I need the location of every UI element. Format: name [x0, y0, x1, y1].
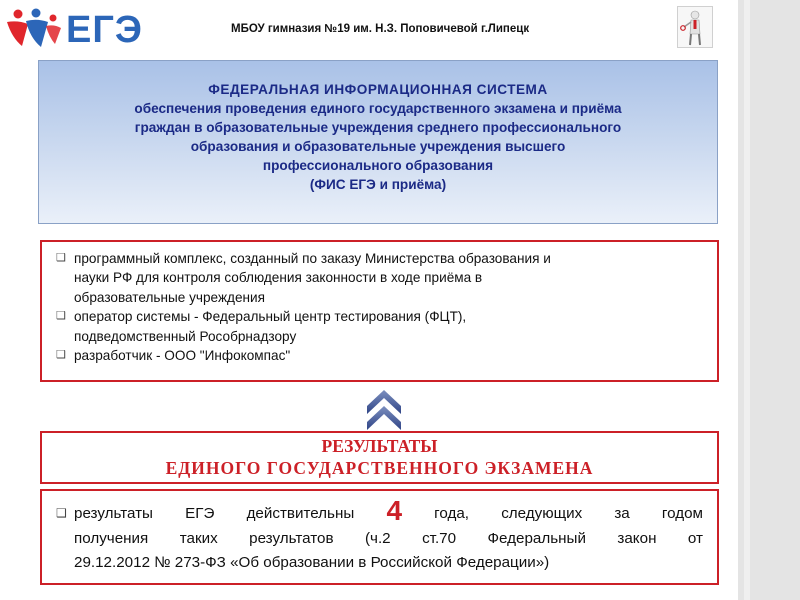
list-item: [56, 249, 707, 307]
bullet-3-line-1: разработчик - ООО "Инфокомпас": [74, 348, 291, 364]
results-heading-box: [40, 431, 719, 484]
list-item: [56, 495, 703, 576]
page-header-title: МБОУ гимназия №19 им. Н.З. Поповичевой г.Липецк: [231, 23, 530, 35]
right-side-bar-highlight: [744, 0, 750, 600]
info-line-1: ФЕДЕРАЛЬНАЯ ИНФОРМАЦИОННАЯ СИСТЕМА: [208, 82, 548, 97]
info-line-3: граждан в образовательные учреждения среднего профессионального: [134, 120, 622, 135]
checkbox-bullet-icon: ❑: [56, 506, 67, 520]
results-heading-line-1: РЕЗУЛЬТАТЫ: [321, 436, 438, 456]
fis-info-box: [38, 60, 718, 224]
list-item: [56, 346, 707, 365]
result-text-after: года, следующих за годом: [402, 505, 703, 522]
bullet-1-line-3: образовательные учреждения: [74, 289, 265, 305]
results-validity-box: [40, 489, 719, 585]
bullet-2-line-2: подведомственный Рособрнадзору: [74, 328, 297, 344]
result-line-1: [74, 495, 703, 527]
checkbox-bullet-icon: ❑: [56, 349, 66, 362]
list-item: [56, 307, 707, 346]
validity-years-number: 4: [386, 495, 403, 526]
result-line-2: получения таких результатов (ч.2 ст.70 Федеральный закон от: [74, 529, 703, 547]
result-line-3: 29.12.2012 № 273-ФЗ «Об образовании в Российской Федерации»): [74, 554, 550, 571]
info-line-4: образования и образовательные учреждения высшего: [190, 139, 566, 154]
double-chevron-up-icon: [365, 386, 403, 432]
ege-logo: [4, 6, 143, 52]
checkbox-bullet-icon: ❑: [56, 310, 66, 323]
bullet-1-line-2: науки РФ для контроля соблюдения законности в ходе приёма в: [74, 270, 483, 286]
presenter-figure-icon: [677, 6, 713, 48]
bullet-1-line-1: программный комплекс, созданный по заказу Министерства образования и: [74, 251, 551, 266]
logo-text: ЕГЭ: [66, 9, 143, 51]
results-heading-line-2: ЕДИНОГО ГОСУДАРСТВЕННОГО ЭКЗАМЕНА: [165, 458, 594, 478]
system-details-box: [40, 240, 719, 382]
result-text-before: результаты ЕГЭ действительны: [74, 505, 387, 522]
info-line-2: обеспечения проведения единого государственного экзамена и приёма: [134, 101, 622, 116]
ege-logo-figures-icon: [4, 6, 64, 52]
info-line-5: профессионального образования: [262, 158, 494, 173]
info-line-6: (ФИС ЕГЭ и приёма): [309, 177, 447, 192]
checkbox-bullet-icon: ❑: [56, 252, 66, 264]
bullet-2-line-1: оператор системы - Федеральный центр тестирования (ФЦТ),: [74, 309, 467, 325]
